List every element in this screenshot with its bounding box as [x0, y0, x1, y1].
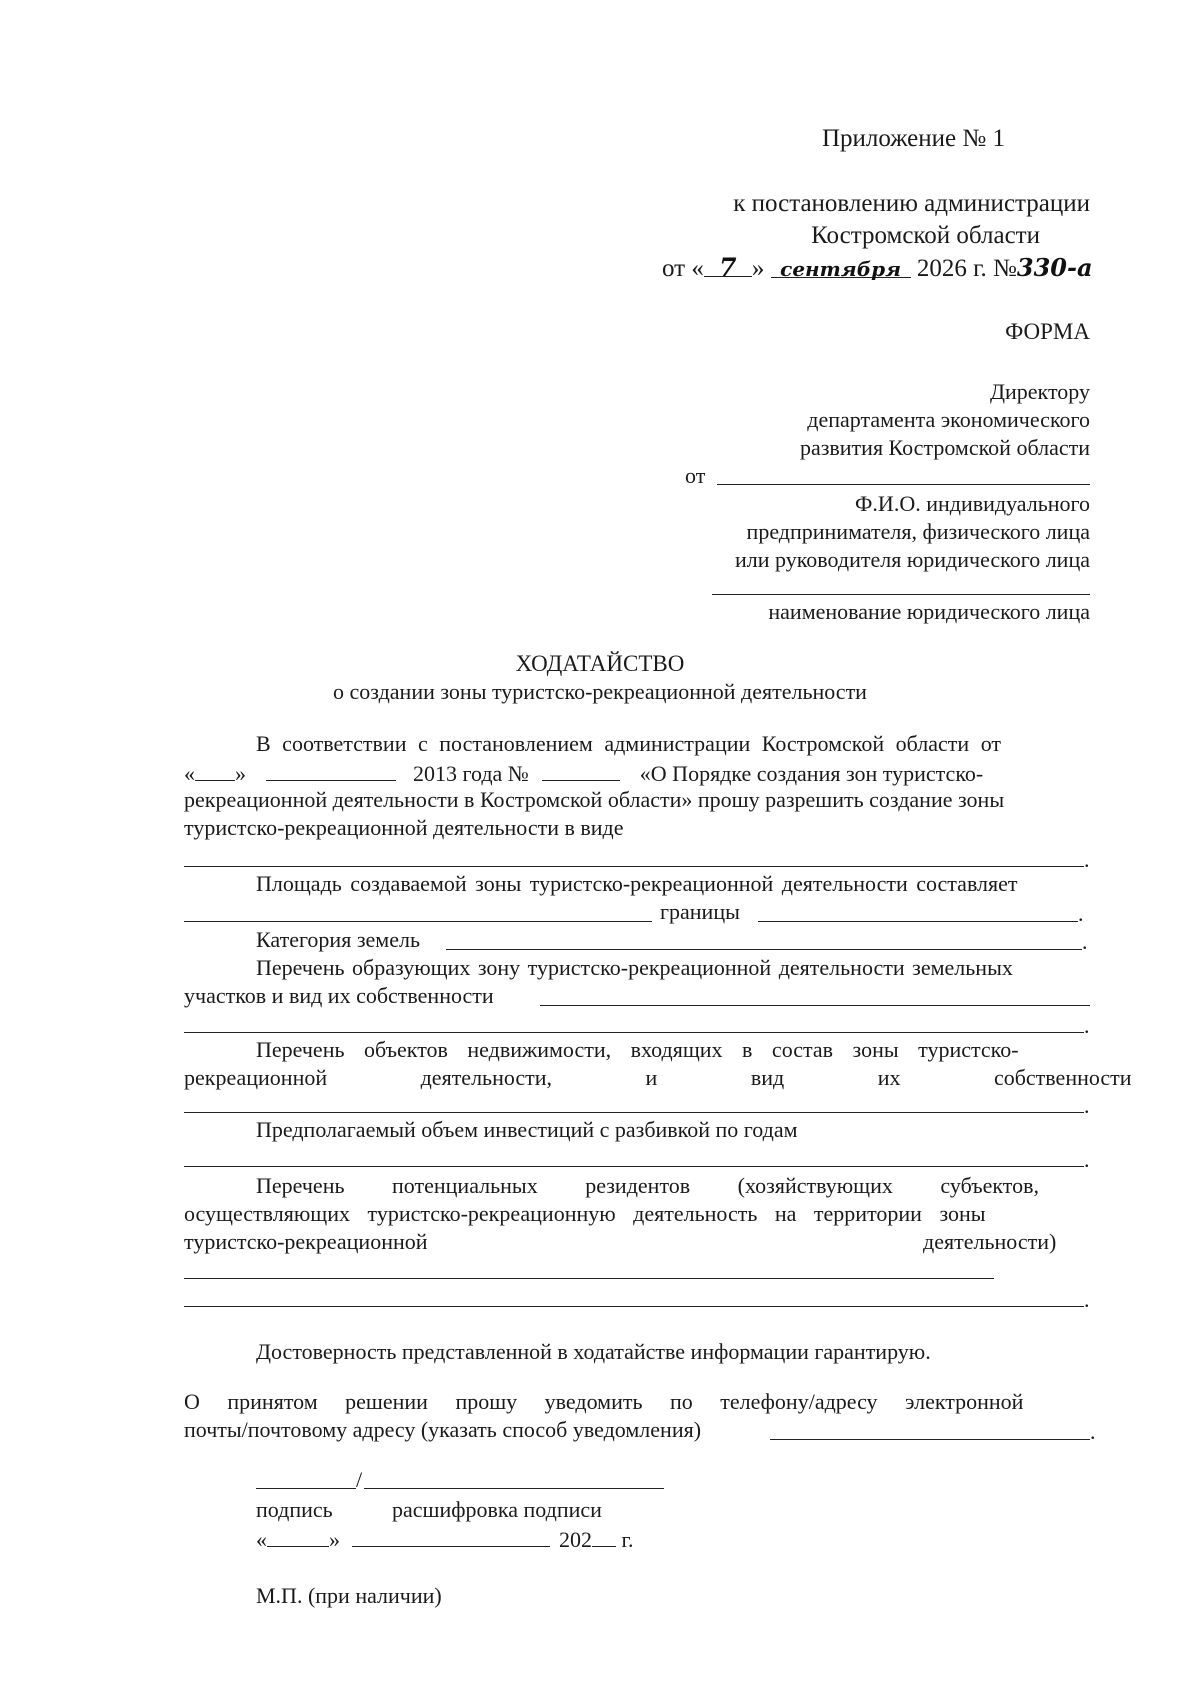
p1-line1 [256, 730, 1090, 758]
addressee-line1: Директору [990, 379, 1090, 404]
appendix-title: Приложение № 1 [821, 125, 1005, 152]
resolution-line: к постановлению администрации [733, 190, 1090, 217]
p7-line3: туристско-рекреационной деятельности) [184, 1229, 1057, 1254]
guarantee-text: Достоверность представленной в ходатайстве информации гарантирую. [256, 1339, 931, 1364]
notify-field[interactable] [770, 1439, 1090, 1440]
p1-line4: туристско-рекреационной деятельности в виде [184, 815, 624, 840]
p5-line2: рекреационной деятельности, и вид их собственности [184, 1065, 1132, 1090]
realty-field[interactable] [184, 1112, 1084, 1113]
p4-line2: участков и вид их собственности [184, 983, 494, 1008]
sig-year-field[interactable] [592, 1524, 616, 1547]
p2-line1: Площадь создаваемой зоны туристско-рекреационной деятельности составляет [256, 871, 1018, 896]
date-month: сентября [771, 255, 911, 278]
area-field[interactable] [184, 921, 652, 922]
p1-line3: рекреационной деятельности в Костромской области» прошу разрешить создание зоны [184, 787, 1005, 812]
org-hint: наименование юридического лица [768, 599, 1090, 624]
dot-3: . [1082, 929, 1088, 954]
date-day: 7 [704, 254, 752, 277]
sig-day-field[interactable] [267, 1524, 329, 1547]
from-label: от [685, 463, 706, 488]
land-category-label: Категория земель [256, 927, 420, 952]
p1-line2 [184, 758, 1090, 788]
bounds-field[interactable] [758, 921, 1078, 922]
signature-label: подпись [256, 1497, 333, 1522]
investment-label: Предполагаемый объем инвестиций с разбивкой по годам [256, 1117, 798, 1142]
investment-field[interactable] [184, 1166, 1084, 1167]
dot-6: . [1084, 1147, 1090, 1172]
sig-date-open: « [256, 1527, 267, 1552]
date-year: 2026 г. № [916, 255, 1017, 282]
p5-line1: Перечень объектов недвижимости, входящих в состав зоны туристско- [256, 1037, 1019, 1062]
p7-line1: Перечень потенциальных резидентов (хозяйствующих субъектов, [256, 1173, 1039, 1198]
notify-line1: О принятом решении прошу уведомить по телефону/адресу электронной [184, 1389, 1024, 1414]
document-title: ХОДАТАЙСТВО [515, 651, 685, 676]
fio-field[interactable] [717, 484, 1090, 485]
plots-field-1[interactable] [540, 1005, 1090, 1006]
signature-date [256, 1524, 634, 1554]
dot-7: . [1084, 1287, 1090, 1312]
p1-title-text: «О Порядке создания зон туристско- [639, 761, 984, 786]
date-line [662, 254, 1093, 283]
form-label: ФОРМА [1005, 319, 1090, 344]
addressee-line3: развития Костромской области [799, 435, 1090, 460]
resolution-number: 330-а [1016, 253, 1093, 282]
sig-year-suffix: г. [621, 1527, 634, 1552]
stamp-label: М.П. (при наличии) [256, 1583, 442, 1608]
sig-year: 202 [559, 1527, 592, 1552]
sig-date-close: » [329, 1527, 340, 1552]
p1-month-field[interactable] [266, 758, 396, 781]
org-field[interactable] [712, 594, 1090, 595]
p4-line1: Перечень образующих зону туристско-рекреационной деятельности земельных [256, 955, 1013, 980]
plots-field-2[interactable] [184, 1032, 1084, 1033]
sig-month-field[interactable] [352, 1524, 550, 1547]
dot-8: . [1090, 1419, 1096, 1444]
dot-1: . [1084, 847, 1090, 872]
signature-decode-field[interactable] [364, 1488, 664, 1489]
fio-hint3: или руководителя юридического лица [734, 547, 1090, 572]
addressee-line2: департамента экономического [807, 407, 1090, 432]
zone-type-field[interactable] [184, 866, 1084, 867]
dot-4: . [1084, 1013, 1090, 1038]
dot-2: . [1078, 901, 1084, 926]
p1-number-field[interactable] [542, 758, 620, 781]
p1-year-text: 2013 года № [413, 761, 529, 786]
date-prefix: от « [662, 255, 704, 282]
fio-hint2: предпринимателя, физического лица [746, 519, 1090, 544]
fio-hint1: Ф.И.О. индивидуального [855, 491, 1090, 516]
signature-slash: / [356, 1467, 363, 1492]
dot-5: . [1084, 1093, 1090, 1118]
p1-day-field[interactable] [195, 758, 235, 781]
signature-decode-label: расшифровка подписи [392, 1497, 602, 1522]
signature-field[interactable] [256, 1488, 356, 1489]
p1-line1-text: В соответствии с постановлением администрации Костромской области от [256, 731, 1002, 756]
notify-line2: почты/почтовому адресу (указать способ уведомления) [184, 1417, 702, 1442]
land-category-field[interactable] [446, 949, 1082, 950]
p1-quote-open: « [184, 761, 195, 786]
residents-field-1[interactable] [184, 1278, 994, 1279]
date-mid: » [751, 255, 765, 282]
bounds-label: границы [660, 899, 740, 924]
p1-quote-close: » [235, 761, 246, 786]
region-line: Костромской области [811, 222, 1040, 249]
residents-field-2[interactable] [184, 1306, 1084, 1307]
p7-line2: осуществляющих туристско-рекреационную деятельность на территории зоны [184, 1201, 986, 1226]
document-subtitle: о создании зоны туристско-рекреационной деятельности [333, 679, 867, 704]
